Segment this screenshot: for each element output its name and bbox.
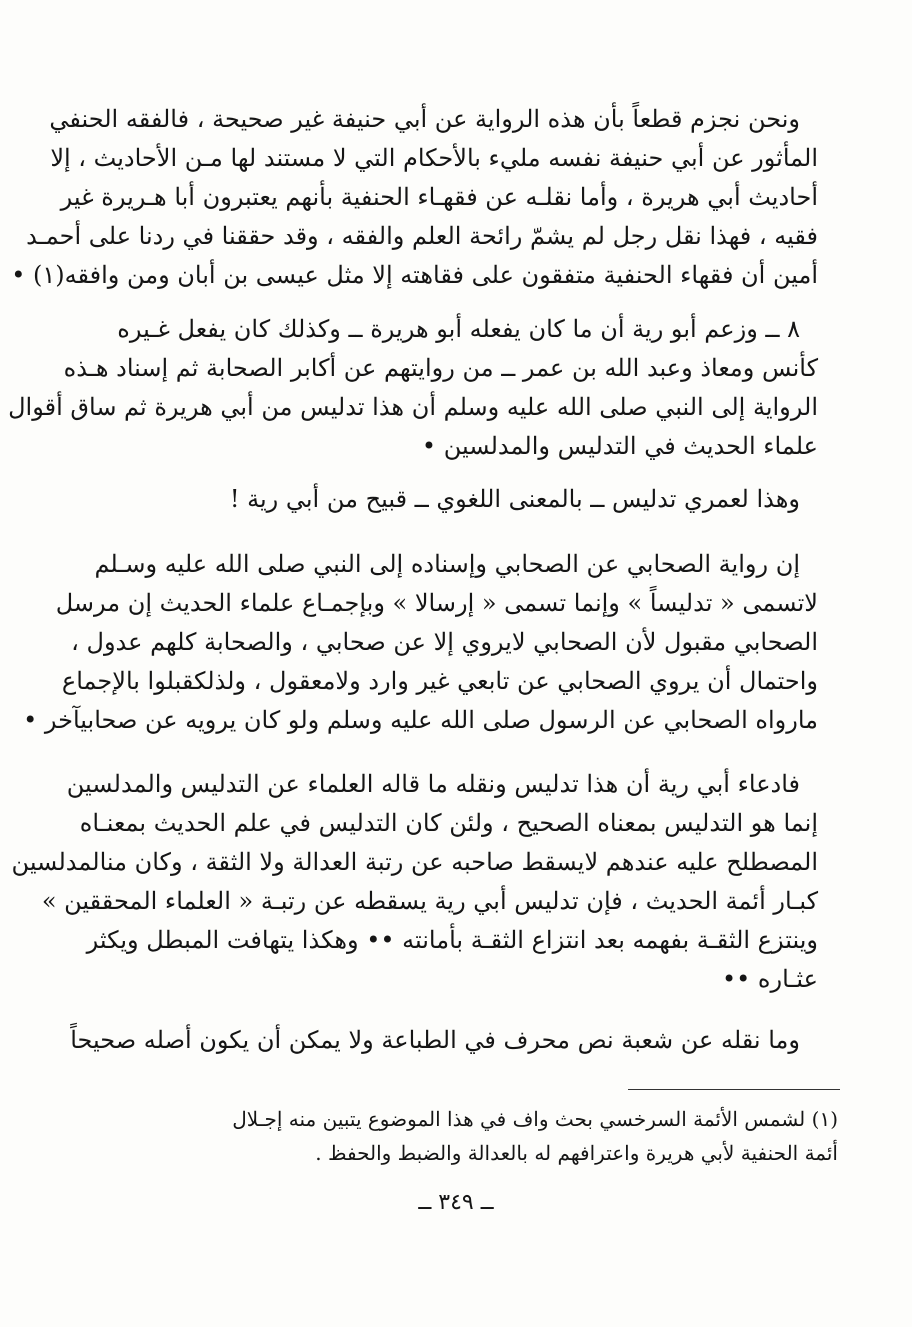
paragraph-abu-rayya-claim bbox=[11, 765, 818, 999]
text-line: علماء الحديث في التدليس والمدلسين • bbox=[421, 432, 818, 460]
text-line: كأنس ومعاذ وعبد الله بن عمر ــ من روايتهم عن أكابر الصحابة ثم إسناد هـذه bbox=[63, 354, 818, 382]
text-line: إن رواية الصحابي عن الصحابي وإسناده إلى النبي صلى الله عليه وسـلم bbox=[94, 550, 800, 578]
text-line: عثـاره •• bbox=[721, 965, 818, 993]
paragraph-hanafi-fiqh bbox=[11, 100, 818, 295]
text-line: ٨ ــ وزعم أبو رية أن ما كان يفعله أبو هريرة ــ وكذلك كان يفعل غـيره bbox=[117, 315, 800, 343]
paragraph-tadlis-remark bbox=[98, 480, 818, 519]
text-line: ونحن نجزم قطعاً بأن هذه الرواية عن أبي حنيفة غير صحيحة ، فالفقه الحنفي bbox=[49, 105, 800, 133]
text-line: المصطلح عليه عندهم لايسقط صاحبه عن رتبة العدالة ولا الثقة ، وكان منالمدلسين bbox=[11, 848, 818, 876]
text-line: الرواية إلى النبي صلى الله عليه وسلم أن هذا تدليس من أبي هريرة ثم ساق أقوال bbox=[8, 393, 818, 421]
text-line: الصحابي مقبول لأن الصحابي لايروي إلا عن صحابي ، والصحابة كلهم عدول ، bbox=[71, 628, 818, 656]
text-line: مارواه الصحابي عن الرسول صلى الله عليه وسلم ولو كان يرويه عن صحابيآخر • bbox=[23, 706, 818, 734]
text-line: فقيه ، فهذا نقل رجل لم يشمّ رائحة العلم والفقه ، وقد حققنا في ردنا على أحمـد bbox=[26, 222, 818, 250]
text-line: واحتمال أن يروي الصحابي عن تابعي غير وارد ولامعقول ، ولذلكقبلوا بالإجماع bbox=[61, 667, 818, 695]
paragraph-sahabi-narration bbox=[23, 545, 818, 740]
paragraph-shuba-text bbox=[70, 1021, 818, 1060]
text-line: المأثور عن أبي حنيفة نفسه مليء بالأحكام التي لا مستند لها مـن الأحاديث ، إلا bbox=[50, 144, 818, 172]
text-line: كبـار أئمة الحديث ، فإن تدليس أبي رية يسقطه عن رتبـة « العلماء المحققين » bbox=[41, 887, 818, 915]
text-line: وما نقله عن شعبة نص محرف في الطباعة ولا يمكن أن يكون أصله صحيحاً bbox=[70, 1026, 800, 1054]
footnote-line: أئمة الحنفية لأبي هريرة واعترافهم له بالعدالة والضبط والحفظ . bbox=[315, 1141, 838, 1165]
text-line: فادعاء أبي رية أن هذا تدليس ونقله ما قاله العلماء عن التدليس والمدلسين bbox=[66, 770, 800, 798]
text-line: وينتزع الثقـة بفهمه بعد انتزاع الثقـة بأمانته •• وهكذا يتهافت المبطل ويكثر bbox=[86, 926, 818, 954]
text-line: وهذا لعمري تدليس ــ بالمعنى اللغوي ــ قبيح من أبي رية ! bbox=[229, 485, 800, 513]
text-line: إنما هو التدليس بمعناه الصحيح ، ولئن كان التدليس في علم الحديث بمعنـاه bbox=[79, 809, 818, 837]
text-line: أحاديث أبي هريرة ، وأما نقلـه عن فقهـاء الحنفية بأنهم يعتبرون أبا هـريرة غير bbox=[60, 183, 818, 211]
paragraph-claim-eight bbox=[8, 310, 818, 466]
footnote-divider bbox=[628, 1089, 840, 1090]
footnotes bbox=[98, 1102, 838, 1170]
footnote-line: (١) لشمس الأئمة السرخسي بحث واف في هذا الموضوع يتبين منه إجـلال bbox=[232, 1107, 838, 1131]
text-line: أمين أن فقهاء الحنفية متفقون على فقاهته إلا مثل عيسى بن أبان ومن وافقه(١) • bbox=[11, 261, 818, 289]
page-number: ــ ٣٤٩ ــ bbox=[418, 1190, 494, 1215]
text-line: لاتسمى « تدليساً » وإنما تسمى « إرسالا » وبإجمـاع علماء الحديث إن مرسل bbox=[55, 589, 818, 617]
